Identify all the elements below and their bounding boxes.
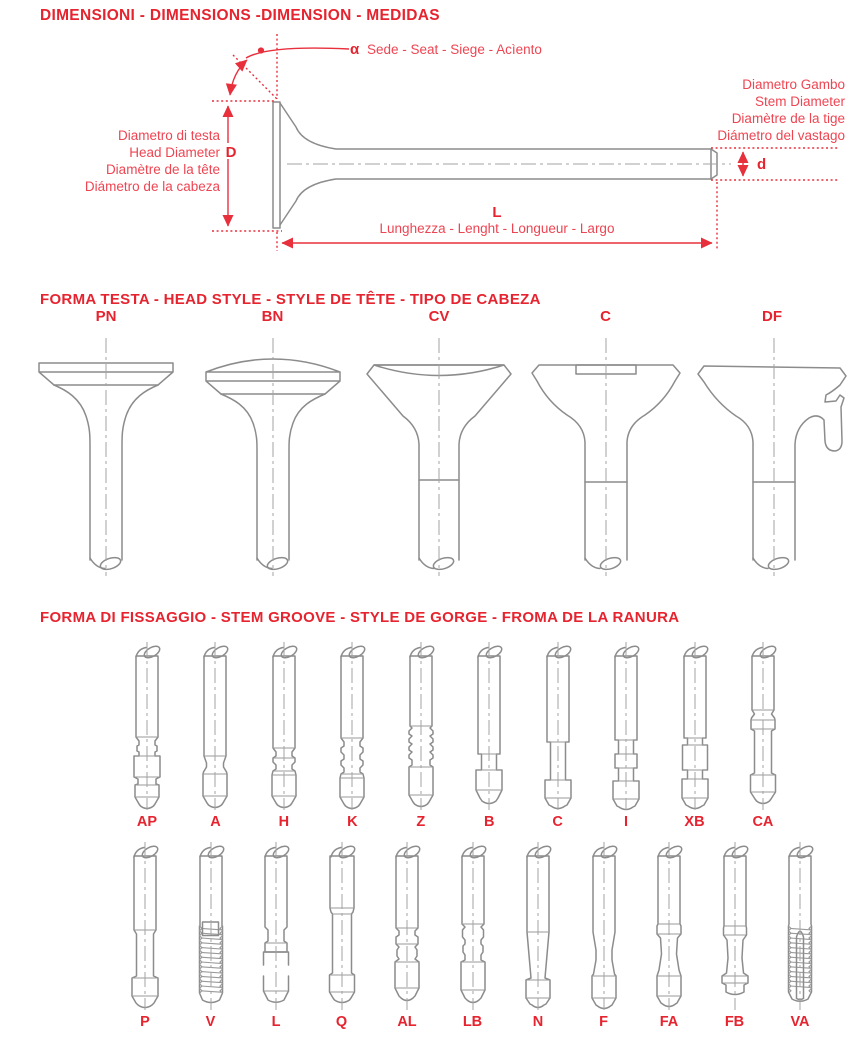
stem-groove-figure-K [320,640,384,830]
stem-groove-figure-F [572,840,636,1030]
stem-groove-drawing-F [572,840,636,1012]
stem-groove-figure-XB [663,640,727,830]
stem-groove-label: AL [397,1014,417,1030]
stem-groove-drawing-FA [637,840,701,1012]
stem-diameter-label [717,77,845,143]
head-drawing-DF [692,328,852,580]
stem-groove-figure-AP [115,640,179,830]
stem-groove-figure-Z [389,640,453,830]
dim-label-d: d [757,156,767,173]
stem-groove-drawing-AL [375,840,439,1012]
head-style-label: PN [95,308,117,325]
head-diameter-label [85,128,221,194]
stem-groove-label: I [624,814,629,830]
stem-groove-label: C [552,814,563,830]
stem-groove-label: FA [659,1014,679,1030]
stem-groove-drawing-L [244,840,308,1012]
stem-groove-label: B [483,814,495,830]
stem-groove-figure-VA [768,840,832,1030]
head-style-label: DF [762,308,782,325]
stem-groove-drawing-C [526,640,590,812]
stem-groove-figure-I [594,640,658,830]
stem-groove-drawing-B [457,640,521,812]
stem-groove-label: FB [724,1014,745,1030]
stem-groove-figure-H [252,640,316,830]
stem-groove-figure-FB [703,840,767,1030]
head-figure-C [526,308,686,580]
head-figure-DF [692,308,852,580]
stem-groove-label: F [599,1014,608,1030]
stem-groove-figure-V [179,840,243,1030]
section-title-stem-groove: FORMA DI FISSAGGIO - STEM GROOVE - STYLE DE GORGE - FROMA DE LA RANURA [40,609,680,626]
stem-groove-label: VA [790,1014,810,1030]
section-title-dimensions: DIMENSIONI - DIMENSIONS -DIMENSION - MEDIDAS [40,7,440,24]
head-figure-BN [193,308,353,580]
svg-text:Head Diameter: Head Diameter [129,145,220,160]
stem-groove-label: H [278,814,290,830]
stem-groove-drawing-H [252,640,316,812]
head-drawing-CV [359,328,519,580]
head-figure-CV [359,308,519,580]
stem-groove-drawing-Z [389,640,453,812]
seat-label: Sede - Seat - Siege - Acìento [367,42,542,57]
stem-groove-label: XB [684,814,705,830]
stem-groove-row-1 [115,640,795,830]
svg-text:Diamètre de la tige: Diamètre de la tige [731,111,845,126]
svg-text:Diamètre de la tête: Diamètre de la tête [105,162,220,177]
stem-groove-figure-C [526,640,590,830]
stem-groove-figure-AL [375,840,439,1030]
head-figure-PN [26,308,186,580]
stem-groove-figure-L [244,840,308,1030]
stem-groove-figure-Q [310,840,374,1030]
stem-groove-row-2 [113,840,832,1030]
head-drawing-C [526,328,686,580]
stem-groove-drawing-Q [310,840,374,1012]
svg-text:Diámetro del vastago: Diámetro del vastago [717,128,845,143]
stem-groove-label: L [271,1014,281,1030]
stem-groove-figure-FA [637,840,701,1030]
stem-groove-label: N [532,1014,544,1030]
stem-groove-drawing-A [183,640,247,812]
dim-label-alpha: α [350,41,360,58]
stem-groove-figure-P [113,840,177,1030]
dim-label-L: L [492,204,502,221]
stem-groove-drawing-I [594,640,658,812]
stem-groove-drawing-VA [768,840,832,1012]
svg-text:Stem Diameter: Stem Diameter [754,94,845,109]
stem-groove-label: Q [335,1014,348,1030]
stem-groove-label: A [210,814,221,830]
stem-groove-label: AP [136,814,158,830]
stem-groove-drawing-CA [731,640,795,812]
stem-groove-figure-N [506,840,570,1030]
stem-groove-label: V [205,1014,216,1030]
svg-text:Diametro Gambo: Diametro Gambo [742,77,845,92]
length-label: Lunghezza - Lenght - Longueur - Largo [379,221,615,236]
valve-outline [273,102,731,228]
head-style-label: CV [428,308,450,325]
stem-groove-drawing-K [320,640,384,812]
stem-groove-drawing-V [179,840,243,1012]
stem-groove-drawing-LB [441,840,505,1012]
head-style-label: C [600,308,611,325]
stem-groove-label: LB [462,1014,483,1030]
stem-groove-drawing-AP [115,640,179,812]
stem-groove-label: P [140,1014,150,1030]
stem-groove-drawing-N [506,840,570,1012]
head-drawing-BN [193,328,353,580]
stem-groove-label: K [347,814,358,830]
section-title-head-style: FORMA TESTA - HEAD STYLE - STYLE DE TÊTE - TIPO DE CABEZA [40,291,541,308]
svg-text:Diametro di testa: Diametro di testa [117,128,220,143]
stem-groove-drawing-FB [703,840,767,1012]
head-style-label: BN [261,308,284,325]
stem-groove-figure-B [457,640,521,830]
stem-groove-figure-CA [731,640,795,830]
head-style-row [26,308,852,580]
head-drawing-PN [26,328,186,580]
valve-dimension-drawing [0,28,860,260]
dim-label-D: D [225,144,237,161]
stem-groove-label: CA [752,814,774,830]
stem-groove-label: Z [416,814,426,830]
stem-groove-figure-LB [441,840,505,1030]
svg-text:Diámetro de la cabeza: Diámetro de la cabeza [84,179,220,194]
stem-groove-drawing-XB [663,640,727,812]
stem-groove-figure-A [183,640,247,830]
stem-groove-drawing-P [113,840,177,1012]
